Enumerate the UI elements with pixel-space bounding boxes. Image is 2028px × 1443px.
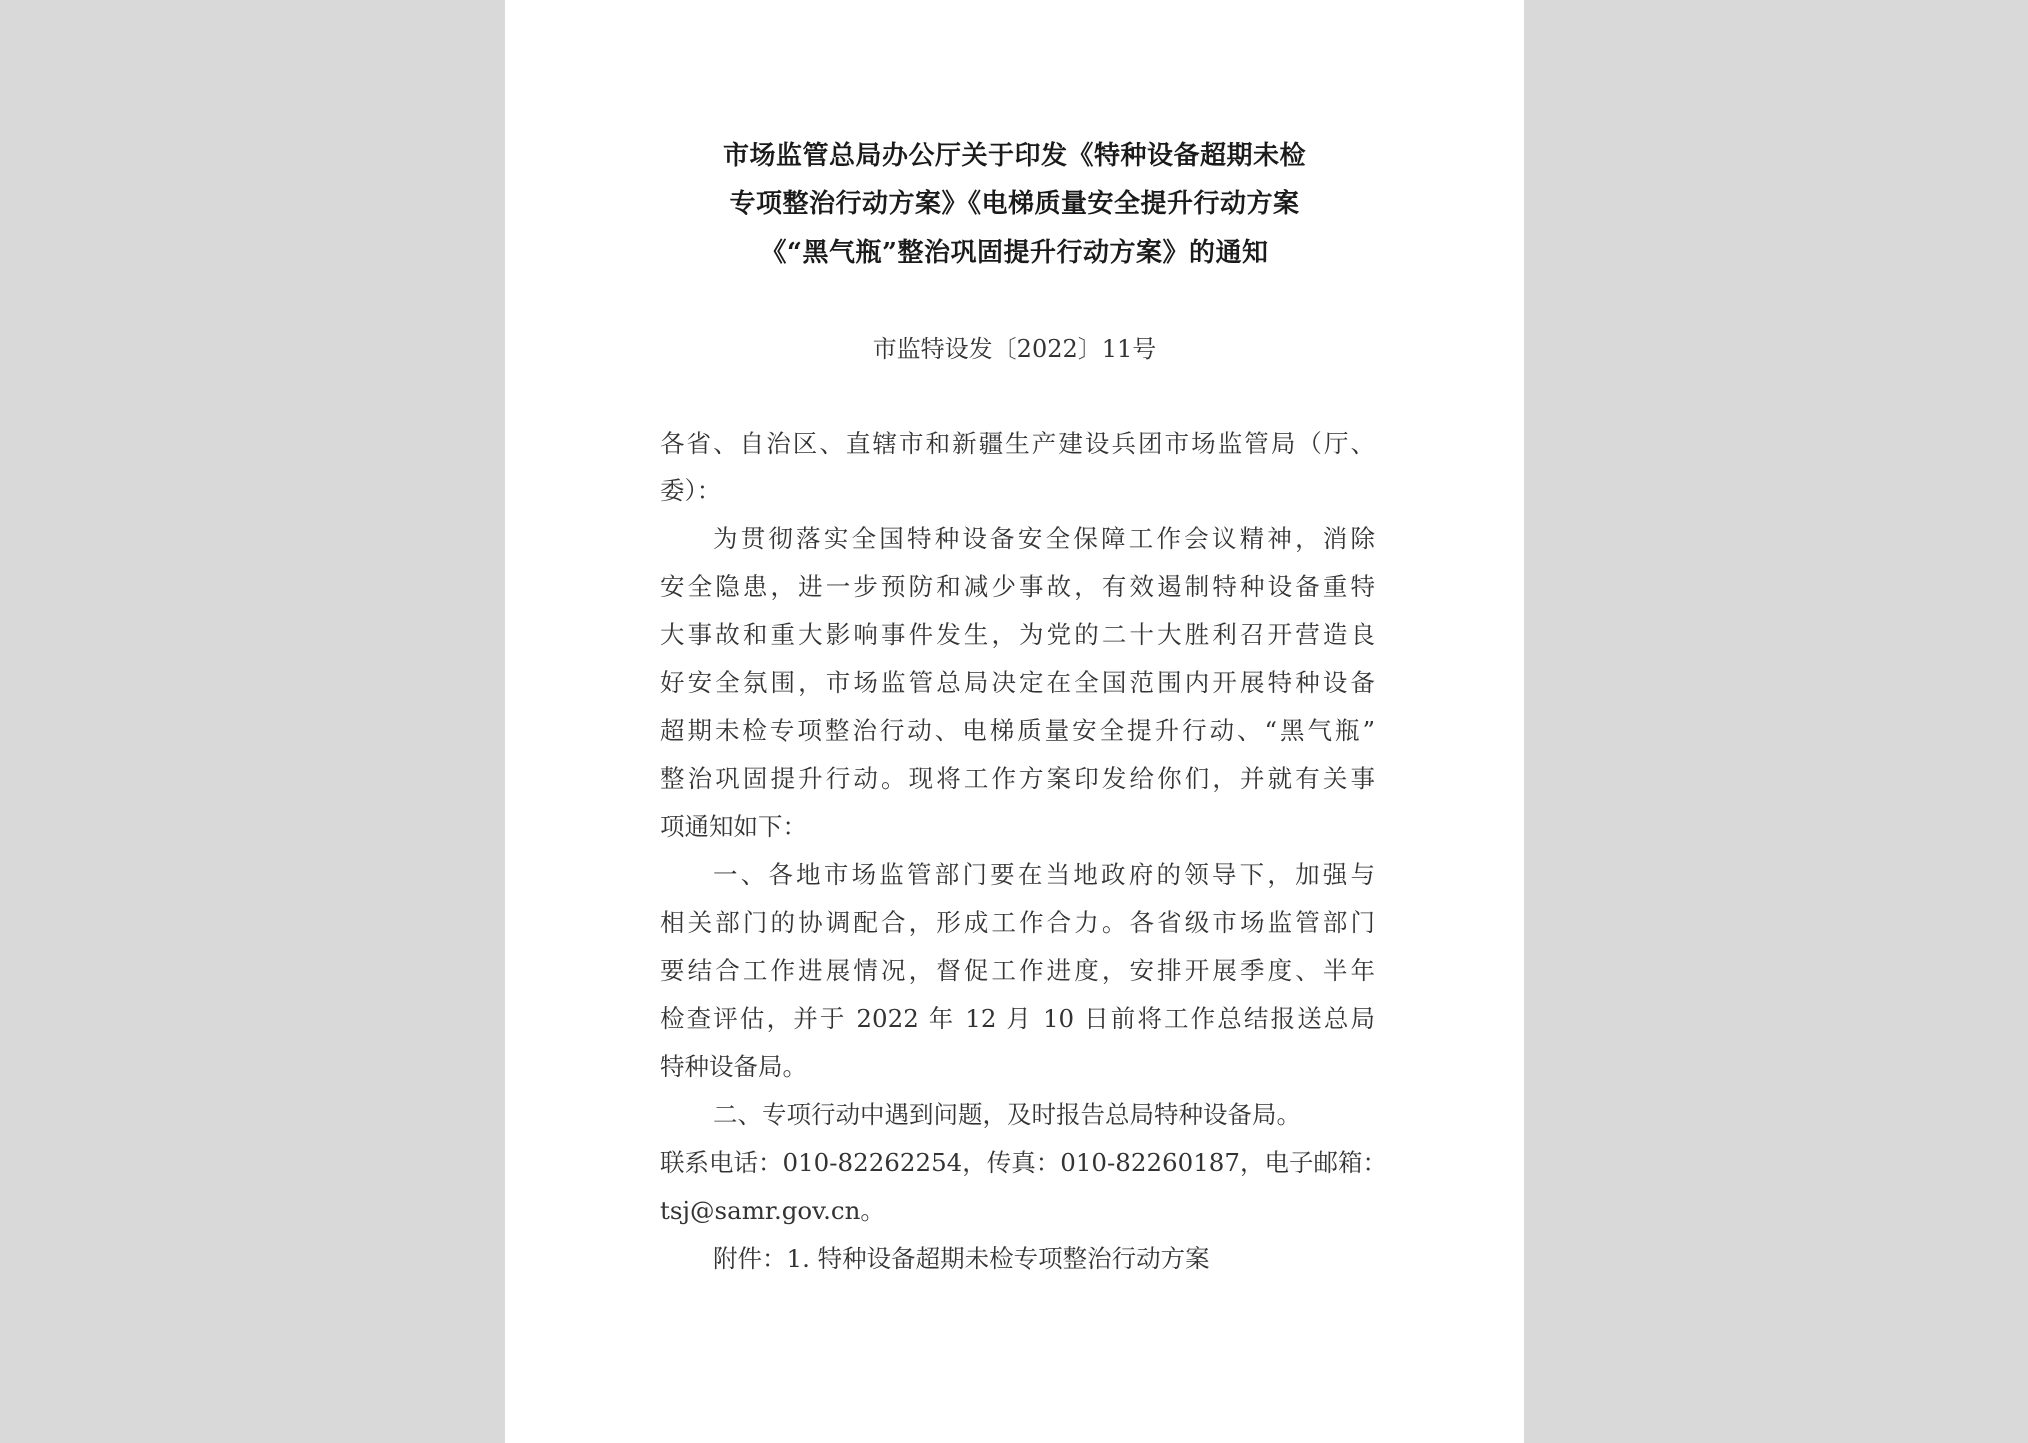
paragraph3-line-1: 二、专项行动中遇到问题，及时报告总局特种设备局。 (713, 1100, 1301, 1129)
title-line-3: 《“黑气瓶”整治巩固提升行动方案》的通知 (760, 238, 1269, 268)
paragraph3-line-3: tsj@samr.gov.cn。 (660, 1196, 885, 1225)
paragraph2-line-1: 一、各地市场监管部门要在当地政府的领导下，加强与 (713, 860, 1375, 889)
document-number: 市监特设发〔2022〕11号 (872, 335, 1157, 363)
paragraph1-line-2: 安全隐患，进一步预防和减少事故，有效遏制特种设备重特 (660, 572, 1375, 601)
addressee-line-2: 委）： (660, 476, 722, 505)
paragraph1-line-1: 为贯彻落实全国特种设备安全保障工作会议精神，消除 (713, 524, 1375, 553)
paragraph2-line-5: 特种设备局。 (660, 1052, 807, 1081)
attachment-line: 附件：1. 特种设备超期未检专项整治行动方案 (713, 1244, 1210, 1273)
paragraph1-line-6: 整治巩固提升行动。现将工作方案印发给你们，并就有关事 (660, 764, 1375, 793)
paragraph2-line-2: 相关部门的协调配合，形成工作合力。各省级市场监管部门 (660, 908, 1375, 937)
paragraph1-line-4: 好安全氛围，市场监管总局决定在全国范围内开展特种设备 (660, 668, 1375, 697)
paragraph3-line-2: 联系电话：010-82262254，传真：010-82260187，电子邮箱： (660, 1148, 1387, 1177)
paragraph1-line-3: 大事故和重大影响事件发生，为党的二十大胜利召开营造良 (660, 620, 1375, 649)
title-line-1: 市场监管总局办公厅关于印发《特种设备超期未检 (722, 141, 1306, 171)
paragraph1-line-7: 项通知如下： (660, 812, 807, 841)
paragraph2-line-3: 要结合工作进展情况，督促工作进度，安排开展季度、半年 (660, 956, 1375, 985)
paragraph1-line-5: 超期未检专项整治行动、电梯质量安全提升行动、“黑气瓶” (660, 716, 1375, 745)
addressee-line-1: 各省、自治区、直辖市和新疆生产建设兵团市场监管局（厅、 (660, 429, 1375, 458)
paragraph2-line-4: 检查评估，并于 2022 年 12 月 10 日前将工作总结报送总局 (660, 1004, 1375, 1033)
document-page (505, 0, 1524, 1443)
title-line-2: 专项整治行动方案》《电梯质量安全提升行动方案 (729, 189, 1300, 219)
